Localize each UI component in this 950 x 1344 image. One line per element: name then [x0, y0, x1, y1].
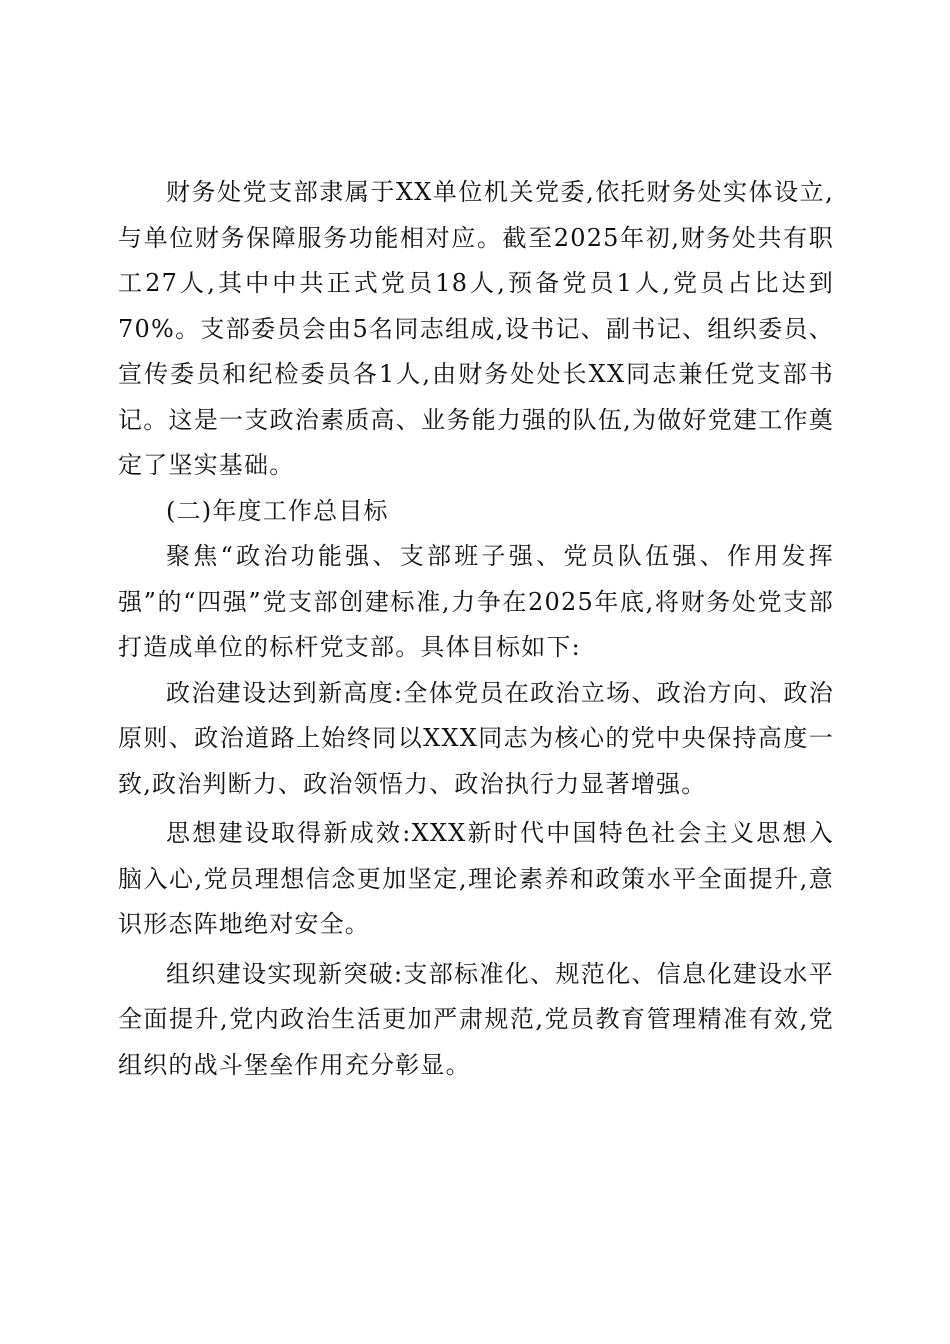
goal-ideological-paragraph: 思想建设取得新成效:XXX新时代中国特色社会主义思想入脑入心,党员理想信念更加坚定,理论素养和政策水平全面提升,意识形态阵地绝对安全。 [118, 819, 834, 938]
goal-intro-paragraph: 聚焦“政治功能强、支部班子强、党员队伍强、作用发挥强”的“四强”党支部创建标准,力争在2025年底,将财务处党支部打造成单位的标杆党支部。具体目标如下: [118, 542, 834, 661]
section-heading: (二)年度工作总目标 [166, 496, 389, 525]
document-body [118, 170, 834, 1088]
goal-organizational-paragraph: 组织建设实现新突破:支部标准化、规范化、信息化建设水平全面提升,党内政治生活更加严肃规范,党员教育管理精准有效,党组织的战斗堡垒作用充分彰显。 [118, 959, 834, 1079]
goal-political-paragraph: 政治建设达到新高度:全体党员在政治立场、政治方向、政治原则、政治道路上始终同以XXX同志为核心的党中央保持高度一致,政治判断力、政治领悟力、政治执行力显著增强。 [118, 678, 834, 798]
branch-overview-paragraph: 财务处党支部隶属于XX单位机关党委,依托财务处实体设立,与单位财务保障服务功能相对应。截至2025年初,财务处共有职工27人,其中中共正式党员18人,预备党员1人,党员占比达到70%。支部委员会由5名同志组成,设书记、副书记、组织委员、宣传委员和纪检委员各1人,由财务处处长XX同志兼任党支部书记。这是一支政治素质高、业务能力强的队伍,为做好党建工作奠定了坚实基础。 [118, 178, 834, 479]
